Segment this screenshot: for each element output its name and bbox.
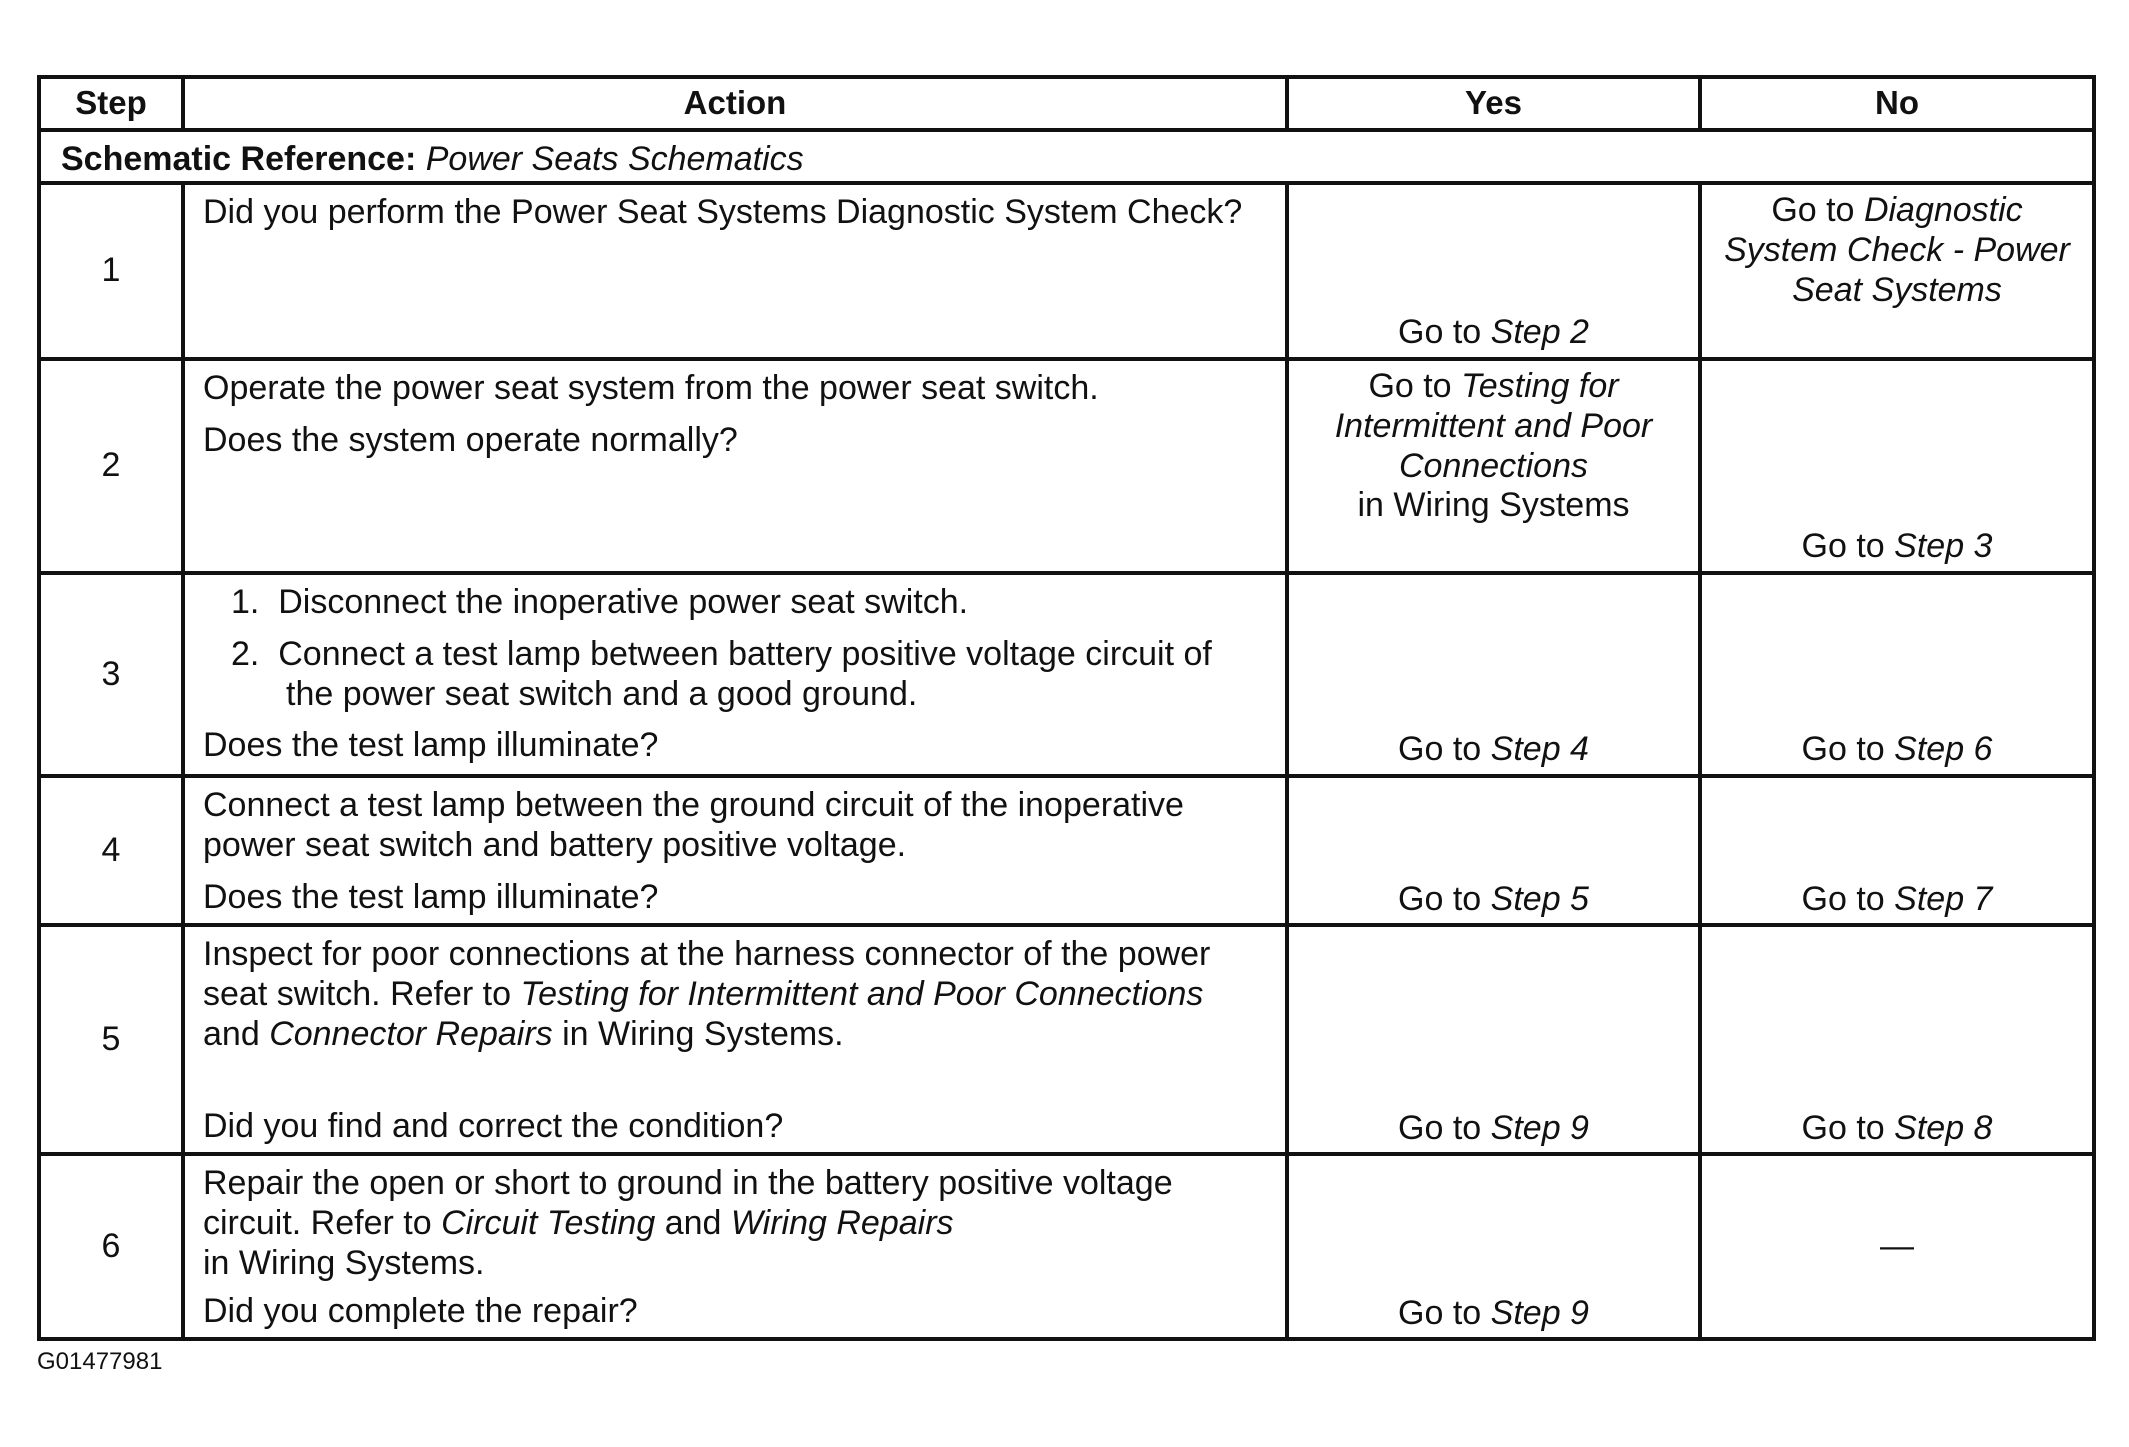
yes-link[interactable]: Step 9 <box>1490 1108 1589 1147</box>
yes-cell <box>1287 573 1700 776</box>
goto-text: Go to <box>1801 1108 1885 1147</box>
yes-suffix: in Wiring Systems <box>1357 486 1630 525</box>
action-question: Did you complete the repair? <box>203 1291 638 1330</box>
action-text: Operate the power seat system from the power seat switch. <box>203 369 1099 407</box>
header-row <box>39 77 2094 130</box>
yes-cell <box>1287 776 1700 925</box>
action-text: Connect a test lamp between the ground circuit of the inoperative power seat switch and battery positive voltage. <box>203 786 1184 864</box>
goto-text: Go to <box>1398 1293 1482 1332</box>
action-cell <box>183 573 1287 776</box>
header-action: Action <box>183 77 1287 130</box>
no-cell <box>1700 359 2094 573</box>
yes-cell <box>1287 925 1700 1154</box>
action-cell <box>183 776 1287 925</box>
yes-link[interactable]: Step 2 <box>1490 313 1589 352</box>
step-number: 5 <box>39 925 183 1154</box>
ref-link[interactable]: Circuit Testing <box>441 1204 656 1243</box>
yes-link[interactable]: Step 4 <box>1490 730 1589 769</box>
action-cell <box>183 925 1287 1154</box>
goto-text: Go to <box>1801 879 1885 918</box>
table-row <box>39 776 2094 925</box>
schematic-reference <box>39 130 2094 183</box>
reference-link[interactable]: Power Seats Schematics <box>425 140 804 178</box>
goto-text: Go to <box>1368 367 1452 405</box>
header-step: Step <box>39 77 183 130</box>
action-text: Inspect for poor connections at the harness connector of the power seat switch. Refer to Testing for Intermittent and Poor Connections and Connector Repairs in Wiring Systems. <box>203 935 1211 1053</box>
action-question: Does the system operate normally? <box>203 420 738 459</box>
figure-id: G01477981 <box>37 1348 163 1375</box>
yes-cell <box>1287 1154 1700 1339</box>
action-cell <box>183 1154 1287 1339</box>
step-number: 1 <box>39 183 183 359</box>
no-link[interactable]: Step 8 <box>1894 1108 1993 1147</box>
yes-link[interactable]: Step 9 <box>1490 1293 1589 1332</box>
action-cell <box>183 359 1287 573</box>
action-cell <box>183 183 1287 359</box>
action-question: Does the test lamp illuminate? <box>203 726 659 765</box>
no-link[interactable]: Step 7 <box>1894 879 1993 918</box>
no-dash: — <box>1880 1227 1914 1265</box>
ref-link[interactable]: Wiring Repairs <box>730 1204 954 1243</box>
header-yes: Yes <box>1287 77 1700 130</box>
table-row <box>39 359 2094 573</box>
no-cell <box>1700 1154 2094 1339</box>
yes-cell <box>1287 359 1700 573</box>
reference-label: Schematic Reference: <box>61 140 417 178</box>
goto-text: Go to <box>1398 879 1482 918</box>
action-question: Did you find and correct the condition? <box>203 1106 784 1145</box>
yes-link[interactable]: Step 5 <box>1490 879 1589 918</box>
goto-text: Go to <box>1398 1108 1482 1147</box>
goto-text: Go to <box>1771 191 1855 229</box>
header-no: No <box>1700 77 2094 130</box>
action-question: Does the test lamp illuminate? <box>203 877 659 916</box>
step-number: 4 <box>39 776 183 925</box>
no-cell <box>1700 925 2094 1154</box>
goto-text: Go to <box>1398 730 1482 769</box>
step-number: 3 <box>39 573 183 776</box>
no-link[interactable]: Diagnostic System Check - Power Seat Systems <box>1724 191 2070 309</box>
table-row <box>39 183 2094 359</box>
list-item: 2. Connect a test lamp between battery positive voltage circuit of the power seat switch and a good ground. <box>231 634 1212 713</box>
goto-text: Go to <box>1801 730 1885 769</box>
ref-link[interactable]: Connector Repairs <box>269 1014 553 1053</box>
table-row <box>39 1154 2094 1339</box>
yes-cell <box>1287 183 1700 359</box>
no-link[interactable]: Step 3 <box>1894 527 1993 566</box>
no-link[interactable]: Step 6 <box>1894 730 1993 769</box>
action-text: Repair the open or short to ground in the battery positive voltage circuit. Refer to Circuit Testing and Wiring Repairs in Wiring Systems. <box>203 1164 1173 1282</box>
no-cell <box>1700 776 2094 925</box>
list-item: 1. Disconnect the inoperative power seat switch. <box>231 583 969 621</box>
goto-text: Go to <box>1398 313 1482 352</box>
action-list <box>203 583 1267 714</box>
step-number: 2 <box>39 359 183 573</box>
ref-link[interactable]: Testing for Intermittent and Poor Connections <box>520 975 1204 1014</box>
schematic-reference-row <box>39 130 2094 183</box>
table-row <box>39 573 2094 776</box>
step-number: 6 <box>39 1154 183 1339</box>
action-text: Did you perform the Power Seat Systems Diagnostic System Check? <box>203 193 1243 231</box>
diagnostic-table <box>37 75 2096 1341</box>
no-cell <box>1700 573 2094 776</box>
yes-link[interactable]: Testing for Intermittent and Poor Connections <box>1334 367 1653 485</box>
table-row <box>39 925 2094 1154</box>
goto-text: Go to <box>1801 527 1885 566</box>
no-cell <box>1700 183 2094 359</box>
